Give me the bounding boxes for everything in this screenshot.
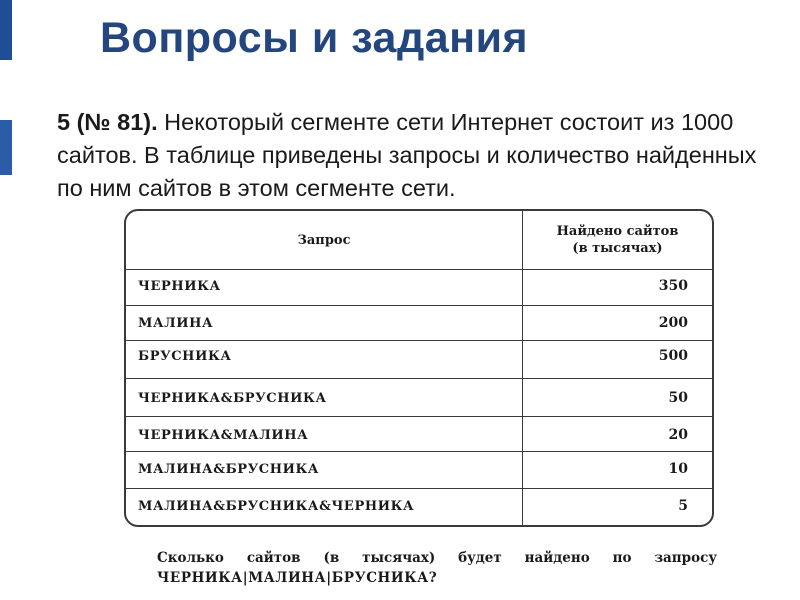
row-found: 500	[658, 348, 688, 364]
row-found: 5	[678, 498, 688, 514]
side-accent-bar-top	[0, 0, 12, 60]
row-found: 50	[668, 390, 688, 406]
question-line1: Сколько сайтов (в тысячах) будет найдено по запросу	[157, 550, 717, 566]
query-table	[124, 209, 714, 527]
row-found: 200	[658, 315, 688, 331]
row-divider	[126, 378, 712, 379]
row-query: МАЛИНА&БРУСНИКА	[138, 461, 320, 477]
table-header-found	[523, 211, 712, 269]
row-query: ЧЕРНИКА&БРУСНИКА	[138, 390, 327, 406]
question-line2: ЧЕРНИКА|МАЛИНА|БРУСНИКА?	[157, 570, 438, 586]
side-accent-bar-middle	[0, 120, 12, 175]
table-header-found-line1: Найдено сайтов	[556, 224, 679, 239]
table-header-query: Запрос	[297, 232, 351, 248]
row-found: 10	[668, 461, 688, 477]
row-query: МАЛИНА	[138, 315, 214, 331]
table-row	[126, 417, 712, 453]
table-row	[126, 338, 712, 374]
slide-title: Вопросы и задания	[100, 14, 529, 62]
table-row	[126, 451, 712, 487]
row-found: 350	[658, 278, 688, 294]
row-query: БРУСНИКА	[138, 348, 232, 364]
task-body: Некоторый сегменте сети Интернет состоит из 1000 сайтов. В таблице приведены запросы и количество найденных по ним сайтов в этом сегменте сети.	[57, 109, 757, 201]
question-text	[157, 548, 717, 588]
row-found: 20	[668, 427, 688, 443]
row-query: ЧЕРНИКА	[138, 278, 221, 294]
table-header-found-line2: (в тысячах)	[572, 241, 663, 256]
table-row	[126, 488, 712, 524]
table-row	[126, 268, 712, 304]
table-row	[126, 305, 712, 341]
task-text	[57, 106, 787, 205]
row-query: ЧЕРНИКА&МАЛИНА	[138, 427, 309, 443]
row-query: МАЛИНА&БРУСНИКА&ЧЕРНИКА	[138, 498, 415, 514]
task-number: 5 (№ 81).	[57, 109, 158, 135]
table-row	[126, 380, 712, 416]
